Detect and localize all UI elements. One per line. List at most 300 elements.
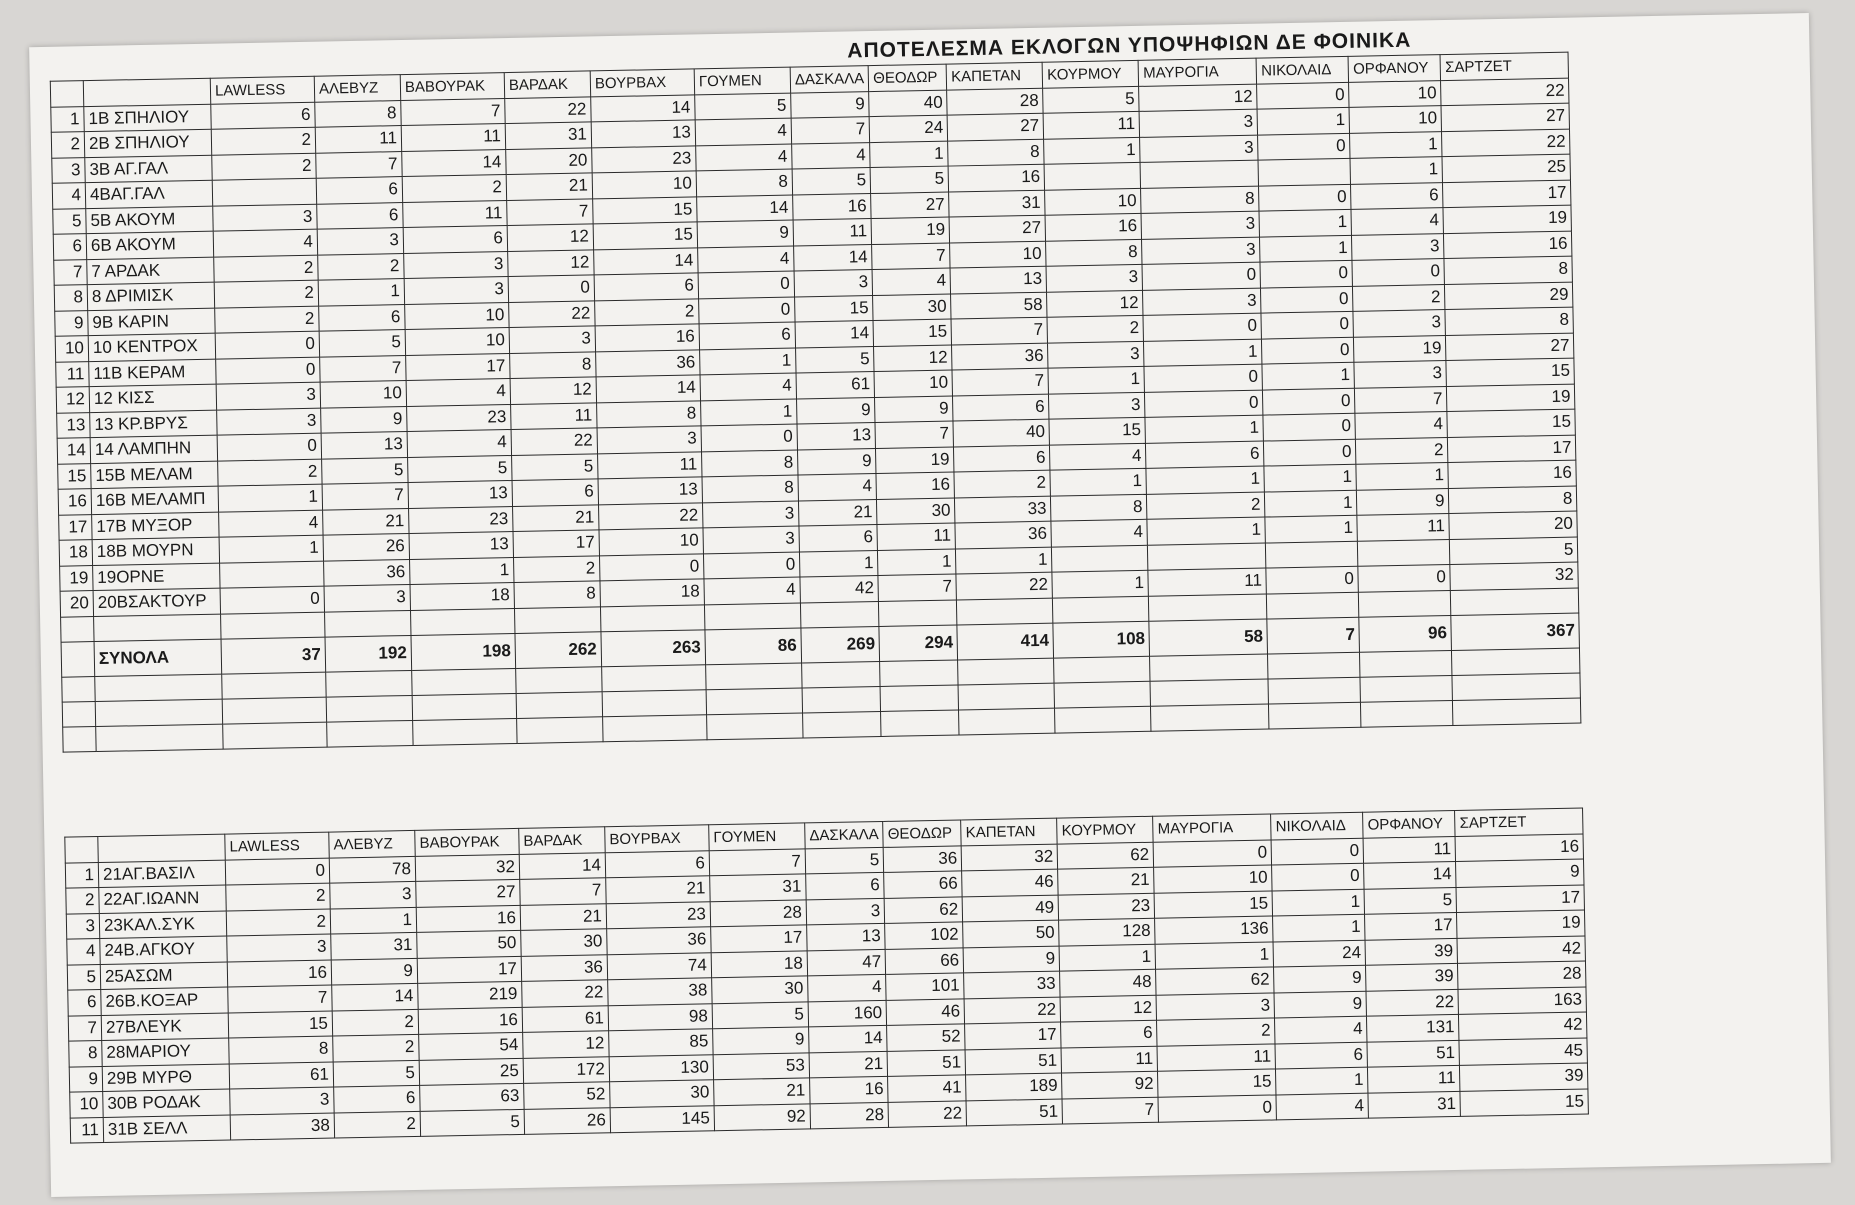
vote-cell: 5 [805,847,884,874]
candidate-header: ΟΡΦΑΝΟΥ [1348,55,1440,82]
vote-cell: 219 [418,981,522,1008]
vote-cell: 4 [1351,208,1443,235]
vote-cell: 3 [806,898,885,925]
vote-cell: 1 [218,484,322,511]
vote-cell: 41 [888,1075,966,1102]
vote-cell: 51 [1367,1040,1459,1067]
vote-cell: 9 [1274,965,1366,992]
row-index: 5 [67,964,100,990]
empty-cell [602,664,706,691]
vote-cell: 7 [322,482,408,509]
vote-cell: 15 [593,196,697,223]
vote-cell: 16 [595,324,699,351]
vote-cell: 11 [315,126,401,153]
total-cell: 269 [801,626,880,662]
vote-cell: 1 [956,547,1052,574]
vote-cell: 15 [1446,358,1574,386]
vote-cell: 31 [331,932,417,959]
empty-cell [1053,596,1149,623]
candidate-header: ΓΟΥΜΕΝ [694,67,790,94]
candidate-header: LAWLESS [225,832,329,859]
vote-cell: 5 [1364,887,1456,914]
total-cell: 367 [1451,613,1580,650]
sheet-title: ΑΠΟΤΕΛΕΣΜΑ ΕΚΛΟΓΩΝ ΥΠΟΨΗΦΙΩΝ ΔΕ ΦΟΙΝΙΚΑ [847,28,1412,63]
total-cell: 58 [1149,619,1268,656]
vote-cell: 0 [217,433,321,460]
vote-cell: 30 [877,498,955,525]
vote-cell: 15 [1447,409,1575,437]
vote-cell: 20 [506,147,592,174]
vote-cell: 15 [593,222,697,249]
vote-cell: 28 [810,1102,889,1129]
vote-cell: 0 [698,271,794,298]
totals-blank [61,641,95,677]
vote-cell: 25 [1442,154,1570,182]
header-blank [65,837,98,863]
vote-cell: 6 [699,322,795,349]
vote-cell: 2 [1047,315,1143,342]
vote-cell: 22 [964,997,1060,1024]
empty-cell [880,684,958,710]
total-cell: 192 [325,635,412,672]
candidate-header: ΘΕΟΔΩΡ [868,64,946,91]
vote-cell: 14 [596,375,700,402]
row-index: 6 [53,234,86,260]
vote-cell: 26 [323,533,409,560]
vote-cell: 3 [1354,361,1446,388]
vote-cell: 0 [1264,439,1356,466]
vote-cell: 39 [1460,1063,1588,1091]
vote-cell: 28 [710,899,806,926]
empty-cell [95,699,222,726]
total-cell: 263 [601,629,706,666]
vote-cell: 4 [219,510,323,537]
empty-cell [881,709,959,735]
vote-cell: 45 [1459,1037,1587,1065]
vote-cell [212,178,316,205]
row-index: 11 [56,361,89,387]
vote-cell: 189 [966,1073,1062,1100]
vote-cell: 6 [806,872,885,899]
empty-cell [413,718,517,745]
row-index: 5 [53,208,86,234]
empty-cell [517,716,603,743]
vote-cell: 6 [1351,182,1443,209]
vote-cell: 0 [215,331,319,358]
row-index: 2 [66,888,99,914]
vote-cell: 16 [227,960,331,987]
vote-cell: 6 [211,102,315,129]
vote-cell: 16 [793,193,872,220]
vote-cell: 23 [592,145,696,172]
vote-cell: 8 [597,400,701,427]
row-index: 7 [68,1015,101,1041]
vote-cell: 10 [320,381,406,408]
vote-cell: 22 [599,502,703,529]
vote-cell: 1 [700,348,796,375]
empty-cell [600,604,704,631]
total-cell: 262 [515,631,602,668]
vote-cell: 3 [1143,288,1261,316]
vote-cell: 14 [697,195,793,222]
row-index: 3 [66,913,99,939]
empty-cell [1267,592,1359,619]
vote-cell: 15 [1049,417,1145,444]
vote-cell: 1 [1146,466,1264,494]
vote-cell: 0 [1258,133,1350,160]
vote-cell: 21 [513,504,599,531]
vote-cell: 19 [1447,384,1575,412]
polling-station-name: 13 ΚΡ.ΒΡΥΣ [90,410,217,438]
vote-cell: 145 [610,1105,714,1132]
empty-cell [706,662,802,689]
candidate-header: ΒΑΡΔΑΚ [519,827,605,854]
vote-cell: 8 [229,1036,333,1063]
vote-cell [1258,158,1350,185]
vote-cell: 14 [519,852,605,879]
vote-cell: 17 [1443,180,1571,208]
vote-cell: 27 [416,879,520,906]
vote-cell: 12 [523,1031,609,1058]
vote-cell: 3 [217,408,321,435]
vote-cell: 18 [410,582,514,609]
vote-cell: 23 [409,506,513,533]
vote-cell: 7 [791,117,870,144]
vote-cell: 128 [1059,918,1155,945]
vote-cell: 9 [797,397,876,424]
vote-cell: 14 [594,247,698,274]
polling-station-name: 25ΑΣΩΜ [100,962,227,990]
vote-cell: 5 [796,346,875,373]
candidate-header: ΑΛΕΒΥΖ [329,830,415,857]
candidate-header: ΝΙΚΟΛΑΙΔ [1271,812,1363,839]
vote-cell: 1 [1044,137,1140,164]
vote-cell: 23 [407,404,511,431]
vote-cell: 3 [216,382,320,409]
vote-cell: 7 [1062,1097,1158,1124]
vote-cell: 16 [1448,460,1576,488]
row-index: 8 [54,285,87,311]
vote-cell: 19 [876,447,954,474]
vote-cell: 58 [951,292,1047,319]
total-cell: 414 [957,623,1054,660]
empty-cell [802,686,881,712]
vote-cell: 3 [227,934,331,961]
vote-cell: 0 [1145,390,1263,418]
vote-cell: 3 [404,251,508,278]
vote-cell: 9 [875,396,953,423]
vote-cell: 4 [406,379,510,406]
vote-cell: 1 [1276,1067,1368,1094]
vote-cell: 3 [794,270,873,297]
vote-cell: 3 [330,881,416,908]
vote-cell: 1 [318,279,404,306]
vote-cell: 2 [226,883,330,910]
vote-cell [1266,541,1358,568]
vote-cell: 26 [524,1107,610,1134]
vote-cell: 10 [1045,188,1141,215]
vote-cell: 42 [1459,1012,1587,1040]
vote-cell: 22 [956,572,1052,599]
vote-cell: 6 [403,226,507,253]
vote-cell: 8 [315,100,401,127]
vote-cell: 17 [406,353,510,380]
vote-cell: 7 [709,848,805,875]
vote-cell: 16 [416,905,520,932]
vote-cell: 4 [798,474,877,501]
vote-cell: 50 [963,920,1059,947]
row-index: 18 [59,540,92,566]
vote-cell: 0 [1271,838,1363,865]
candidate-header: ΒΟΥΡΒΑΧ [590,69,694,96]
vote-cell: 11 [1061,1046,1157,1073]
vote-cell: 2 [214,280,318,307]
polling-station-name: 3Β ΑΓ.ΓΑΛ [85,155,212,183]
vote-cell: 15 [228,1011,332,1038]
vote-cell: 27 [949,215,1045,242]
vote-cell: 4 [792,142,871,169]
vote-cell: 1 [1350,157,1442,184]
polling-station-name: 8 ΔΡΙΜΙΣΚ [87,282,214,310]
polling-station-name: 23ΚΑΛ.ΣΥΚ [99,911,226,939]
row-index: 1 [51,106,84,132]
vote-cell: 16 [418,1007,522,1034]
vote-cell: 16 [1455,833,1583,861]
vote-cell: 92 [714,1103,810,1130]
total-cell: 198 [411,633,516,670]
vote-cell: 24 [1273,940,1365,967]
vote-cell: 6 [317,202,403,229]
vote-cell: 3 [317,228,403,255]
polling-station-name: 26Β.ΚΟΞΑΡ [101,987,228,1015]
empty-cell [62,701,95,727]
vote-cell: 7 [1355,386,1447,413]
vote-cell: 74 [607,952,711,979]
vote-cell: 1 [1052,570,1148,597]
polling-station-name: 24Β.ΑΓΚΟΥ [100,936,227,964]
vote-cell: 9 [797,448,876,475]
vote-cell: 101 [886,973,964,1000]
empty-cell [1360,675,1452,702]
vote-cell: 36 [952,343,1048,370]
candidate-header: LAWLESS [210,76,314,103]
vote-cell: 12 [508,249,594,276]
vote-cell: 9 [713,1027,809,1054]
polling-station-name: 2Β ΣΠΗΛΙΟΥ [84,129,211,157]
vote-cell: 12 [507,224,593,251]
vote-cell: 25 [419,1058,523,1085]
vote-cell: 10 [950,241,1046,268]
vote-cell: 40 [869,90,947,117]
vote-cell: 31 [710,874,806,901]
total-cell: 7 [1267,617,1360,654]
vote-cell: 11 [598,451,702,478]
vote-cell: 1 [410,557,514,584]
vote-cell: 33 [955,496,1051,523]
empty-cell [1453,698,1581,725]
vote-cell: 3 [404,277,508,304]
empty-cell [802,661,881,687]
vote-cell: 3 [509,326,595,353]
vote-cell: 0 [1358,565,1450,592]
vote-cell: 9 [963,946,1059,973]
vote-cell: 3 [1046,264,1142,291]
vote-cell: 0 [1143,313,1261,341]
polling-station-name: 29Β ΜΥΡΘ [102,1064,229,1092]
vote-cell: 8 [702,475,798,502]
polling-station-name: 5Β ΑΚΟΥΜ [86,206,213,234]
vote-cell: 130 [609,1054,713,1081]
vote-cell: 7 [320,355,406,382]
row-index: 19 [60,565,93,591]
polling-station-name: 11Β ΚΕΡΑΜ [89,359,216,387]
vote-cell: 5 [512,453,598,480]
vote-cell: 21 [606,876,710,903]
vote-cell: 17 [965,1022,1061,1049]
empty-cell [704,602,800,629]
candidate-header: ΣΑΡΤΖΕΤ [1440,52,1568,80]
vote-cell: 8 [1449,486,1577,514]
vote-cell: 17 [417,956,521,983]
row-index: 4 [67,939,100,965]
vote-cell: 66 [884,871,962,898]
vote-cell: 3 [1139,109,1257,137]
vote-cell: 30 [712,976,808,1003]
vote-cell: 136 [1155,916,1273,944]
candidate-header: ΒΟΥΡΒΑΧ [605,825,709,852]
vote-cell: 4 [872,268,950,295]
vote-cell: 2 [226,909,330,936]
empty-cell [61,616,94,642]
vote-cell: 131 [1367,1014,1459,1041]
vote-cell: 2 [1353,284,1445,311]
vote-cell: 0 [216,357,320,384]
vote-cell: 7 [507,198,593,225]
vote-cell: 0 [1261,286,1353,313]
empty-cell [222,672,326,699]
empty-cell [957,598,1053,625]
vote-cell: 16 [1045,213,1141,240]
vote-cell: 15 [795,295,874,322]
vote-cell: 13 [321,432,407,459]
vote-cell: 36 [955,521,1051,548]
vote-cell: 0 [1158,1094,1276,1122]
vote-cell: 11 [1043,111,1139,138]
candidate-header: ΑΛΕΒΥΖ [314,75,400,102]
empty-cell [325,610,411,637]
vote-cell: 10 [405,328,509,355]
vote-cell: 4 [808,974,887,1001]
vote-cell: 29 [1445,282,1573,310]
candidate-header: ΜΑΥΡΟΓΙΑ [1153,814,1271,842]
row-index: 9 [69,1066,102,1092]
vote-cell: 3 [1048,341,1144,368]
vote-cell: 1 [701,399,797,426]
total-cell: 86 [705,627,802,664]
vote-cell: 1 [1356,463,1448,490]
candidate-header: ΝΙΚΟΛΑΙΔ [1256,56,1348,83]
vote-cell: 22 [1441,78,1569,106]
vote-cell: 20 [1449,511,1577,539]
vote-cell: 1 [1262,362,1354,389]
candidate-header: ΒΑΡΔΑΚ [504,71,590,98]
vote-cell: 9 [1456,859,1584,887]
vote-cell: 4 [696,144,792,171]
vote-cell: 4 [1276,1093,1368,1120]
vote-cell: 40 [953,419,1049,446]
vote-cell: 14 [809,1025,888,1052]
candidate-header: ΔΑΣΚΑΛΑ [805,821,884,848]
vote-cell: 3 [213,204,317,231]
vote-cell: 32 [961,844,1057,871]
scanned-sheet [29,13,1831,1197]
candidate-header: ΔΑΣΚΑΛΑ [790,66,869,93]
vote-cell: 0 [1263,388,1355,415]
empty-cell [1361,700,1453,727]
vote-cell: 19 [1354,335,1446,362]
vote-cell: 1 [1260,235,1352,262]
vote-cell: 1 [870,141,948,168]
vote-cell: 16 [876,472,954,499]
empty-cell [1269,702,1361,729]
empty-cell [410,608,514,635]
vote-cell: 42 [800,575,879,602]
vote-cell: 17 [1448,435,1576,463]
polling-station-name: 31Β ΣΕΛΛ [103,1115,230,1143]
vote-cell: 17 [513,530,599,557]
results-table-1 [50,52,1582,753]
vote-cell: 21 [323,508,409,535]
vote-cell: 1 [1257,107,1349,134]
vote-cell: 14 [332,983,418,1010]
vote-cell: 36 [324,559,410,586]
vote-cell: 7 [520,878,606,905]
vote-cell: 10 [599,528,703,555]
vote-cell: 11 [877,523,955,550]
vote-cell: 2 [211,127,315,154]
vote-cell: 46 [962,869,1058,896]
header-blank [83,78,210,106]
vote-cell: 17 [1365,912,1457,939]
vote-cell: 13 [950,266,1046,293]
empty-cell [1268,652,1360,679]
vote-cell: 78 [329,856,415,883]
vote-cell: 7 [875,421,953,448]
vote-cell: 36 [607,927,711,954]
vote-cell: 61 [522,1005,608,1032]
vote-cell: 5 [322,457,408,484]
vote-cell [220,561,324,588]
empty-cell [62,676,95,702]
header-blank [50,81,83,107]
row-index: 20 [60,591,93,617]
vote-cell: 0 [1266,566,1358,593]
vote-cell: 21 [798,499,877,526]
empty-cell [326,670,412,697]
vote-cell: 2 [218,459,322,486]
vote-cell: 32 [1450,562,1578,590]
polling-station-name: 22ΑΓ.ΙΩΑΝΝ [99,885,226,913]
vote-cell: 13 [591,120,695,147]
totals-label: ΣΥΝΟΛΑ [94,639,222,676]
vote-cell: 5 [792,168,871,195]
vote-cell: 7 [952,368,1048,395]
vote-cell: 39 [1365,938,1457,965]
vote-cell: 6 [953,394,1049,421]
vote-cell: 4 [1355,412,1447,439]
vote-cell: 7 [316,151,402,178]
vote-cell: 21 [506,173,592,200]
